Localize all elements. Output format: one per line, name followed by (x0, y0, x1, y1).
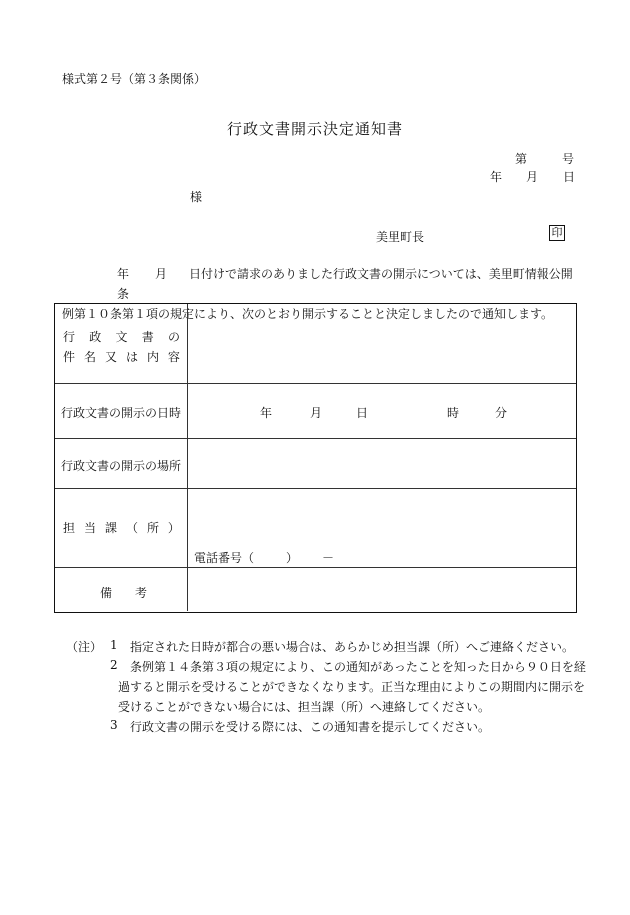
row3-label: 行政文書の開示の場所 (61, 459, 182, 473)
seal-box: 印 (549, 225, 565, 241)
dt-month: 月 (310, 406, 323, 420)
row-label-cell (55, 384, 188, 438)
body-line-1 (62, 264, 578, 304)
table-row (55, 489, 576, 568)
phone-label: 電話番号（ (194, 551, 255, 565)
note-3-num: 3 (110, 718, 118, 732)
ref-dai: 第 (515, 152, 528, 166)
body-line-2: 例第１０条第１項の規定により、次のとおり開示することと決定しましたので通知します。 (62, 307, 554, 321)
row-label-cell (55, 489, 188, 567)
table-row (55, 568, 576, 611)
disclosure-place-field[interactable] (188, 439, 576, 488)
label-char: の (167, 330, 180, 344)
note-3-text: 行政文書の開示を受ける際には、この通知書を提示してください。 (130, 720, 491, 734)
label-char: は (125, 350, 138, 364)
department-field[interactable] (188, 489, 576, 567)
phone-dash: － (322, 551, 335, 565)
label-char: 担 (63, 521, 76, 535)
row-label-cell (55, 568, 188, 611)
label-char: 文 (115, 330, 128, 344)
form-number: 様式第２号（第３条関係） (62, 72, 207, 86)
ref-go: 号 (562, 152, 575, 166)
issuer: 美里町長 (376, 230, 425, 244)
body-year: 年 (117, 267, 130, 281)
table-row (55, 439, 576, 489)
remarks-label-2: 考 (135, 586, 148, 600)
note-1-num: 1 (110, 638, 118, 652)
body-month: 月 (155, 267, 168, 281)
label-char: 名 (83, 350, 96, 364)
label-char: （ (125, 521, 138, 535)
label-char: 又 (104, 350, 117, 364)
row4-label (63, 519, 180, 536)
label-char: 所 (146, 521, 159, 535)
table-row (55, 304, 576, 384)
row-label-cell (55, 304, 188, 383)
page-title: 行政文書開示決定通知書 (226, 120, 403, 138)
label-char: 課 (104, 521, 117, 535)
dt-day: 日 (356, 406, 369, 420)
dt-year: 年 (260, 406, 273, 420)
label-char: 件 (63, 350, 76, 364)
note-2-text-1: 条例第１４条第３項の規定により、この通知があったことを知った日から９０日を経 (130, 660, 586, 674)
label-char: 容 (167, 350, 180, 364)
label-char: 当 (83, 521, 96, 535)
dt-minute: 分 (495, 406, 508, 420)
phone-close: ） (286, 551, 299, 565)
row-label-cell (55, 439, 188, 488)
label-char: 行 (63, 330, 76, 344)
label-char: 政 (89, 330, 102, 344)
note-1-text: 指定された日時が都合の悪い場合は、あらかじめ担当課（所）へご連絡ください。 (130, 640, 575, 654)
row1-label-line2 (63, 348, 180, 365)
remarks-label-1: 備 (100, 586, 113, 600)
body-line-1-rest: 日付けで請求のありました行政文書の開示については、美里町情報公開条 (117, 267, 573, 301)
date-month: 月 (526, 170, 539, 184)
label-char: ） (167, 521, 180, 535)
dt-hour: 時 (447, 406, 460, 420)
note-2-text-3: 受けることができない場合には、担当課（所）へ連絡してください。 (118, 700, 491, 714)
notes-prefix: （注） (66, 640, 103, 654)
label-char: 内 (146, 350, 159, 364)
addressee-suffix: 様 (190, 190, 203, 204)
document-title-field[interactable] (188, 304, 576, 383)
note-2-num: 2 (110, 658, 118, 672)
row1-label-line1 (63, 328, 180, 345)
detail-table (54, 303, 577, 613)
label-char: 書 (141, 330, 154, 344)
date-day: 日 (563, 170, 576, 184)
disclosure-datetime-field[interactable] (188, 384, 576, 438)
remarks-field[interactable] (188, 568, 576, 611)
row2-label: 行政文書の開示の日時 (61, 406, 182, 420)
date-year: 年 (490, 170, 503, 184)
note-2-text-2: 過すると開示を受けることができなくなります。正当な理由によりこの期間内に開示を (118, 680, 586, 694)
table-row (55, 384, 576, 439)
